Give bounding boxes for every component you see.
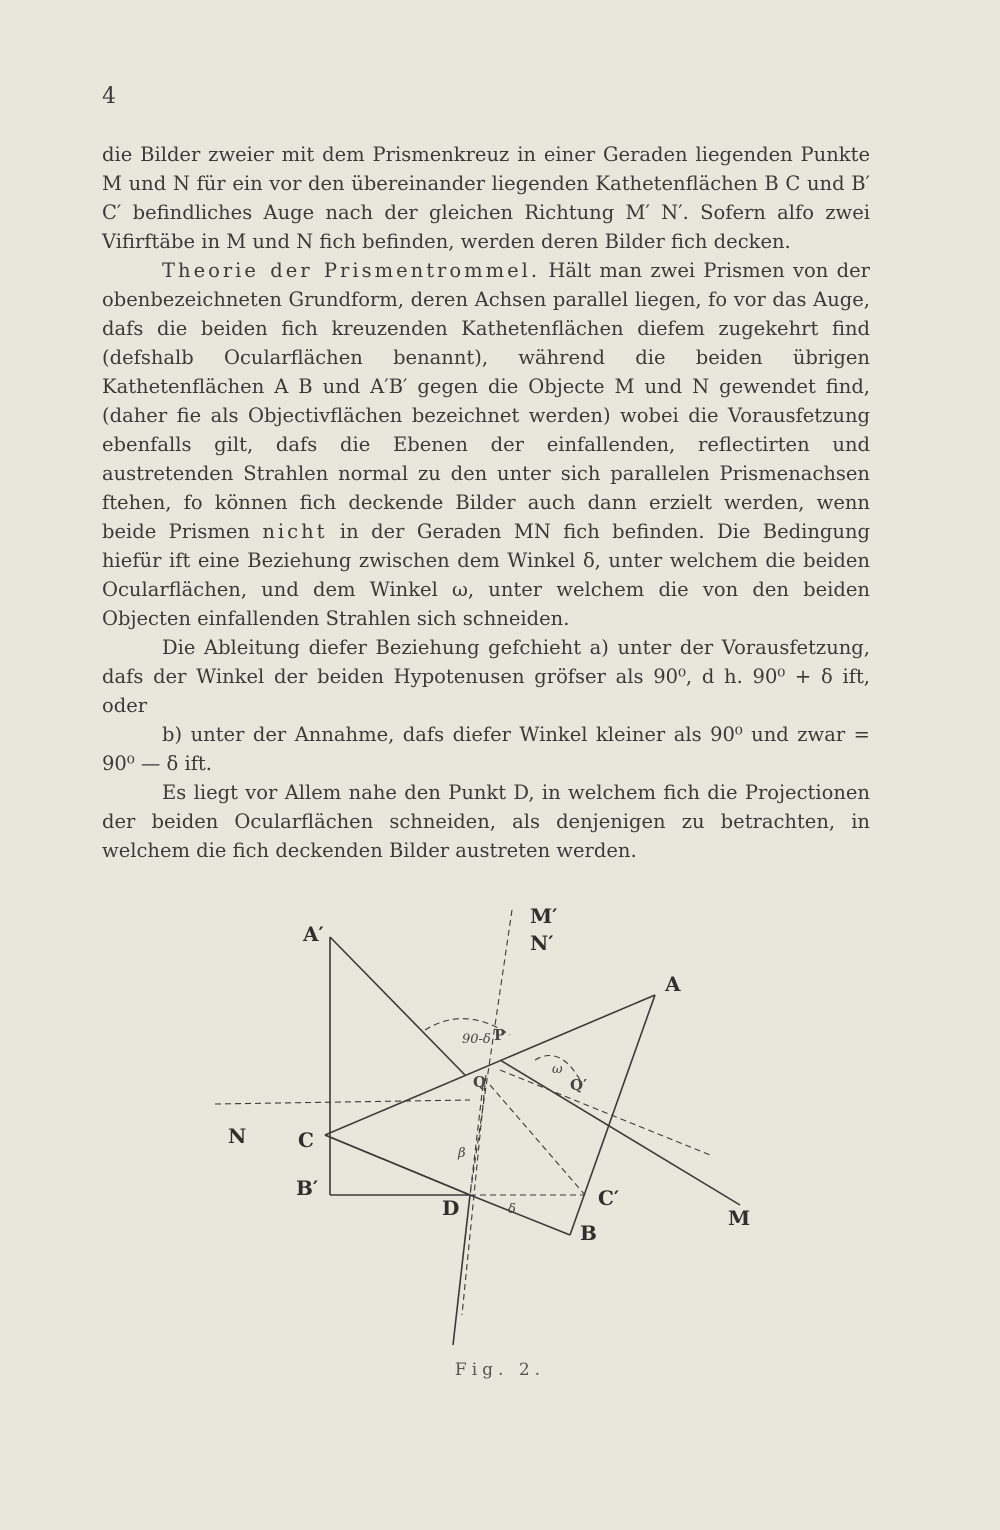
figure-caption: Fig. 2. [454,1360,546,1380]
paragraph [102,633,870,720]
label-a-prime: A′ [303,922,324,946]
figure-labels [228,904,750,1245]
paragraph [102,140,870,256]
prism-diagram-svg [200,895,800,1305]
text-run: die Bilder zweier mit dem Prismenkreuz in einer Geraden liegenden Punkte M und N für ein vor den übereinander liegenden Kathetenflächen B C und B′ C′ befindliches Auge nach der gleichen Richtung M′ N′. Sofern alfo zwei Vifirftäbe in M und N fich befinden, werden deren Bilder fich decken. [102,143,870,253]
text-run: Es liegt vor Allem nahe den Punkt D, in welchem fich die Projectionen der beiden Ocularflächen schneiden, als denjenigen zu betrachten, in welchem die fich deckenden Bilder austreten werden. [102,781,870,862]
label-q-prime: Q′ [570,1076,588,1094]
ray-m-prime-n-prime [470,910,512,1195]
label-beta: β [458,1146,466,1161]
spaced-text: nicht [262,520,328,543]
label-omega: ω [552,1062,563,1077]
label-p: P [494,1026,506,1044]
label-n-prime: N′ [530,931,554,955]
label-delta: δ [508,1202,516,1217]
paragraph [102,720,870,778]
spaced-text: Theorie der Prismentrommel. [162,259,541,282]
label-d: D [442,1196,460,1220]
label-q: Q [473,1073,487,1091]
edge-a-prime-q [330,937,465,1075]
text-run: Hält man zwei Prismen von der obenbezeichneten Grundform, deren Achsen parallel liegen, fo vor das Auge, dafs die beiden fich kreuzenden Kathetenflächen diefem zugekehrt find (defshalb Ocularflächen benannt), während die beiden übrigen Kathetenflächen A B und A′B′ gegen die Objecte M und N gewendet find, (daher fie als Objectivflächen bezeichnet werden) wobei die Vorausfetzung ebenfalls gilt, dafs die Ebenen der einfallenden, reflectirten und austretenden Strahlen normal zu den unter sich parallelen Prismenachsen ftehen, fo können fich deckende Bilder auch dann erzielt werden, wenn beide Prismen [102,259,870,543]
edge-c-a [325,995,655,1135]
label-m: M [728,1206,751,1230]
label-a: A [665,972,681,996]
ray-to-m [500,1060,740,1205]
paragraph [102,256,870,633]
dash-to-m-extension [500,1070,710,1155]
label-n: N [228,1124,247,1148]
body-text [102,140,870,865]
text-run: b) unter der Annahme, dafs diefer Winkel kleiner als 90⁰ und zwar = 90⁰ — δ ift. [102,723,870,775]
ray-n [215,1100,470,1104]
prism-left [330,935,470,1195]
paragraph [102,778,870,865]
edge-d-b [470,1195,570,1235]
text-run: in der Geraden MN fich befinden. Die Bedingung hiefür ift eine Beziehung zwischen dem Winkel δ, unter welchem die beiden Ocularflächen, und dem Winkel ω, unter welchem die von den beiden Objecten einfallenden Strahlen sich schneiden. [102,520,870,630]
label-c-prime: C′ [598,1186,620,1210]
text-run: Die Ableitung diefer Beziehung gefchieht a) unter der Vorausfetzung, dafs der Winkel der beiden Hypotenusen gröfser als 90⁰, d h. 90⁰ + δ ift, oder [102,636,870,717]
label-m-prime: M′ [530,904,558,928]
label-b: B [580,1221,597,1245]
page-number: 4 [102,84,116,109]
label-angle-90-minus-delta: 90-δ [462,1032,491,1047]
dash-q-c-prime [490,1085,585,1195]
label-b-prime: B′ [296,1176,319,1200]
label-c: C [298,1128,314,1152]
prism-diagram [200,895,800,1305]
